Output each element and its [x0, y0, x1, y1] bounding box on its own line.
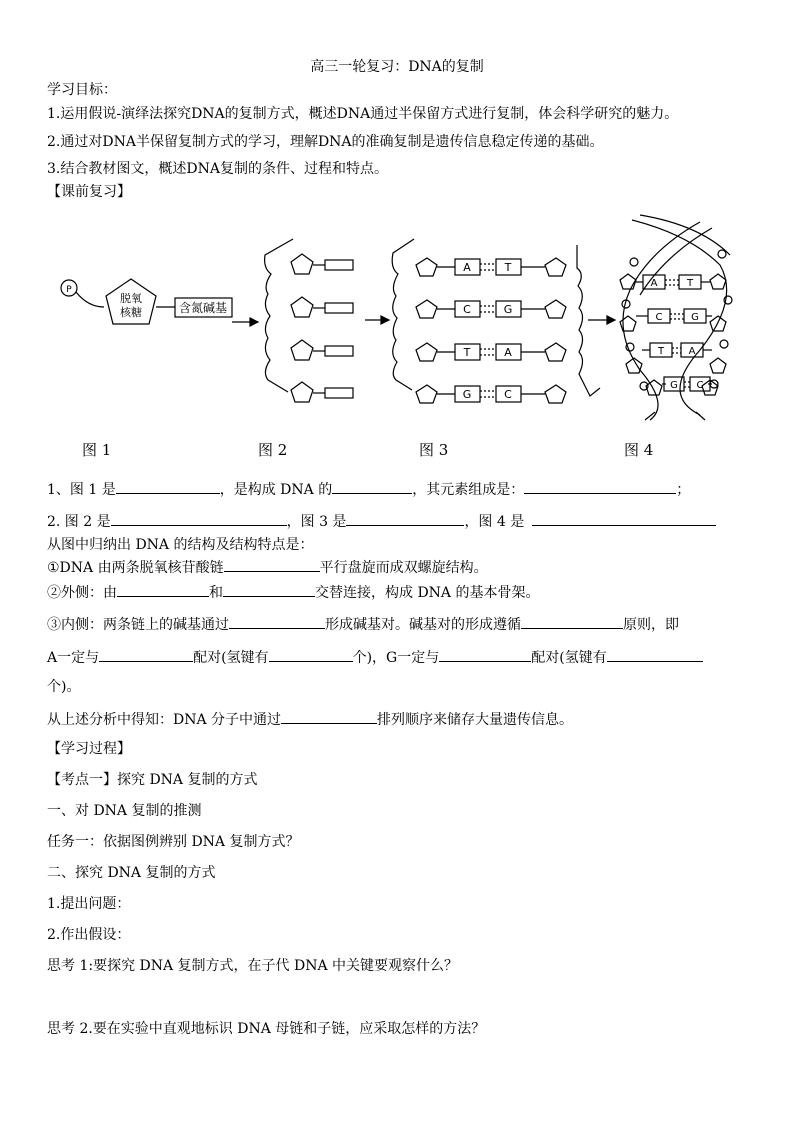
- answer-blank[interactable]: [117, 581, 209, 597]
- structure-point-2: ②外侧：由 和 交替连接，构成 DNA 的基本骨架。: [47, 581, 540, 603]
- page-title: 高三一轮复习：DNA的复制: [310, 59, 484, 75]
- section-1: 一、对 DNA 复制的推测: [47, 803, 202, 819]
- step-2: 2.作出假设：: [47, 927, 131, 943]
- summary-line: 从图中归纳出 DNA 的结构及结构特点是：: [47, 537, 314, 553]
- fig3-double-strand: [392, 239, 615, 403]
- structure-point-3-end: 个)。: [47, 679, 81, 695]
- fig4-base: G: [670, 380, 678, 391]
- answer-blank[interactable]: [607, 646, 703, 662]
- fig3-base: T: [463, 346, 471, 359]
- think-1: 思考 1:要探究 DNA 复制方式，在子代 DNA 中关键要观察什么？: [47, 958, 459, 974]
- question-1: 1、图 1 是 ，是构成 DNA 的 ，其元素组成是： ；: [47, 478, 690, 500]
- dna-structure-figure: [0, 210, 794, 430]
- answer-blank[interactable]: [532, 510, 716, 526]
- section-2: 二、探究 DNA 复制的方式: [47, 865, 216, 881]
- answer-blank[interactable]: [269, 646, 353, 662]
- info-storage-line: 从上述分析中得知：DNA 分子中通过 排列顺序来储存大量遗传信息。: [47, 708, 573, 730]
- answer-blank[interactable]: [439, 646, 531, 662]
- answer-blank[interactable]: [524, 478, 676, 494]
- answer-blank[interactable]: [346, 510, 464, 526]
- task-1: 任务一：依据图例辨别 DNA 复制方式？: [47, 834, 300, 850]
- structure-point-3-cont: A一定与 配对(氢键有 个)，G一定与 配对(氢键有: [47, 646, 703, 668]
- structure-point-1: ①DNA 由两条脱氧核苷酸链 平行盘旋而成双螺旋结构。: [47, 556, 488, 578]
- figure-label-3: 图 3: [419, 441, 449, 459]
- fig4-base: T: [657, 346, 665, 357]
- objectives-heading: 学习目标：: [47, 82, 117, 98]
- answer-blank[interactable]: [521, 613, 623, 629]
- fig4-base: C: [696, 380, 704, 391]
- fig4-base: T: [686, 278, 694, 289]
- fig2-single-strand: [265, 239, 389, 402]
- answer-blank[interactable]: [111, 510, 287, 526]
- figure-label-1: 图 1: [82, 441, 112, 459]
- fig3-base: A: [504, 346, 512, 359]
- step-1: 1.提出问题：: [47, 896, 131, 912]
- phosphate-label: P: [66, 285, 72, 295]
- objective-3: 3.结合教材图文，概述DNA复制的条件、过程和特点。: [47, 161, 388, 177]
- objective-2: 2.通过对DNA半保留复制方式的学习，理解DNA的准确复制是遗传信息稳定传递的基础。: [47, 134, 604, 150]
- question-2: 2. 图 2 是 ，图 3 是 ，图 4 是: [47, 510, 716, 532]
- fig3-base: C: [463, 303, 471, 316]
- answer-blank[interactable]: [224, 556, 320, 572]
- fig1-nucleotide: [61, 279, 258, 326]
- fig4-base: A: [650, 278, 658, 289]
- answer-blank[interactable]: [99, 646, 193, 662]
- key-point-1: 【考点一】探究 DNA 复制的方式: [47, 772, 258, 788]
- objective-1: 1.运用假说-演绎法探究DNA的复制方式，概述DNA通过半保留方式进行复制，体会科学研究的魅力。: [47, 106, 679, 122]
- answer-blank[interactable]: [281, 708, 377, 724]
- figure-label-2: 图 2: [258, 441, 288, 459]
- sugar-label-2: 核糖: [120, 306, 142, 319]
- fig3-base: C: [504, 388, 512, 401]
- base-label: 含氮碱基: [178, 301, 228, 315]
- process-heading: 【学习过程】: [47, 741, 131, 757]
- fig4-base: C: [655, 312, 663, 323]
- preview-heading: 【课前复习】: [47, 184, 131, 200]
- fig3-base: G: [503, 303, 513, 316]
- figure-label-4: 图 4: [624, 441, 654, 459]
- answer-blank[interactable]: [229, 613, 325, 629]
- think-2: 思考 2.要在实验中直观地标识 DNA 母链和子链，应采取怎样的方法？: [47, 1021, 486, 1037]
- fig3-base: A: [463, 261, 471, 274]
- fig3-base: T: [504, 261, 512, 274]
- answer-blank[interactable]: [223, 581, 315, 597]
- fig4-base: G: [691, 312, 699, 323]
- answer-blank[interactable]: [116, 478, 220, 494]
- structure-point-3: ③内侧：两条链上的碱基通过 形成碱基对。碱基对的形成遵循 原则，即: [47, 613, 679, 635]
- sugar-label-1: 脱氧: [120, 292, 142, 305]
- fig4-base: A: [688, 346, 696, 357]
- answer-blank[interactable]: [332, 478, 412, 494]
- fig3-base: G: [462, 388, 472, 401]
